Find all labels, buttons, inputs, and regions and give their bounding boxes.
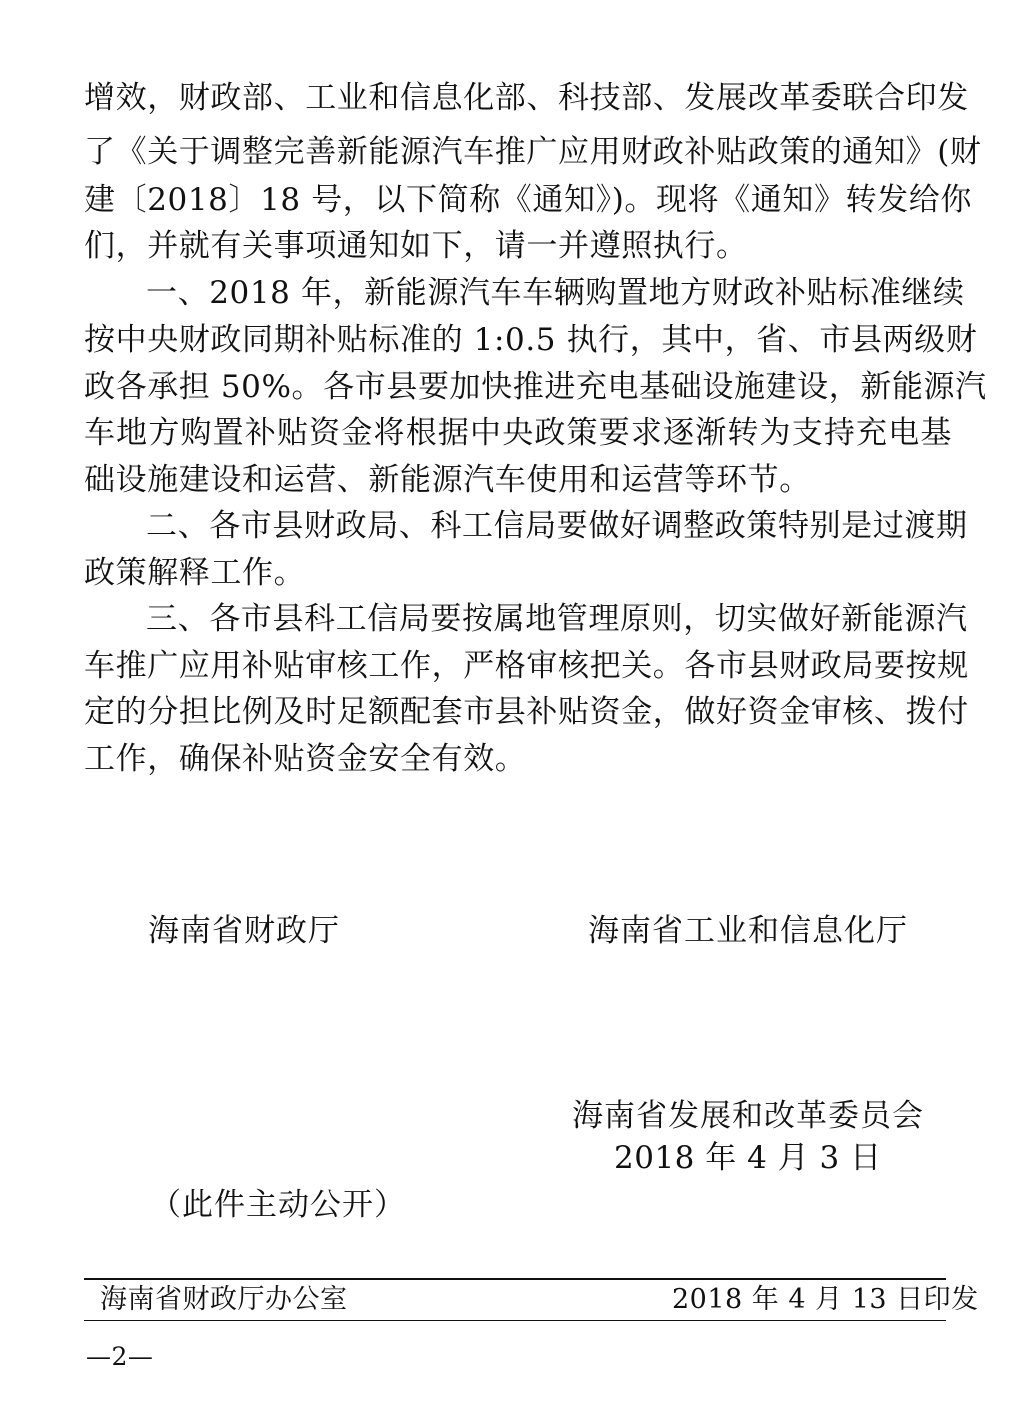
body-line: 了《关于调整完善新能源汽车推广应用财政补贴政策的通知》(财 bbox=[84, 134, 982, 170]
footer-bottom-rule bbox=[84, 1320, 946, 1321]
signature-finance-department: 海南省财政厅 bbox=[148, 913, 340, 949]
footer-office: 海南省财政厅办公室 bbox=[100, 1284, 348, 1315]
footer-top-rule bbox=[84, 1278, 946, 1280]
body-line: 础设施建设和运营、新能源汽车使用和运营等环节。 bbox=[84, 462, 811, 498]
paragraph-3-start: 三、各市县科工信局要按属地管理原则，切实做好新能源汽 bbox=[146, 601, 968, 637]
body-line: 政各承担 50%。各市县要加快推进充电基础设施建设，新能源汽 bbox=[84, 369, 987, 405]
body-line: 政策解释工作。 bbox=[84, 555, 306, 591]
body-line: 建〔2018〕18 号，以下简称《通知》)。现将《通知》转发给你 bbox=[84, 182, 972, 218]
signature-date: 2018 年 4 月 3 日 bbox=[614, 1140, 882, 1176]
paragraph-1-start: 一、2018 年，新能源汽车车辆购置地方财政补贴标准继续 bbox=[146, 275, 965, 311]
signature-development-commission: 海南省发展和改革委员会 bbox=[572, 1098, 924, 1134]
body-line: 们，并就有关事项通知如下，请一并遵照执行。 bbox=[84, 228, 748, 264]
body-line: 车地方购置补贴资金将根据中央政策要求逐渐转为支持充电基 bbox=[84, 415, 952, 451]
body-line: 按中央财政同期补贴标准的 1:0.5 执行，其中，省、市县两级财 bbox=[84, 322, 978, 358]
disclosure-note: （此件主动公开） bbox=[150, 1187, 406, 1223]
body-line: 工作，确保补贴资金安全有效。 bbox=[84, 741, 527, 777]
body-line: 增效，财政部、工业和信息化部、科技部、发展改革委联合印发 bbox=[84, 80, 969, 116]
signature-industry-department: 海南省工业和信息化厅 bbox=[588, 913, 908, 949]
body-line: 车推广应用补贴审核工作，严格审核把关。各市县财政局要按规 bbox=[84, 648, 969, 684]
footer-issue-date: 2018 年 4 月 13 日印发 bbox=[672, 1284, 979, 1315]
paragraph-2-start: 二、各市县财政局、科工信局要做好调整政策特别是过渡期 bbox=[146, 508, 968, 544]
page-number: —2— bbox=[86, 1342, 154, 1371]
body-line: 定的分担比例及时足额配套市县补贴资金，做好资金审核、拨付 bbox=[84, 694, 969, 730]
